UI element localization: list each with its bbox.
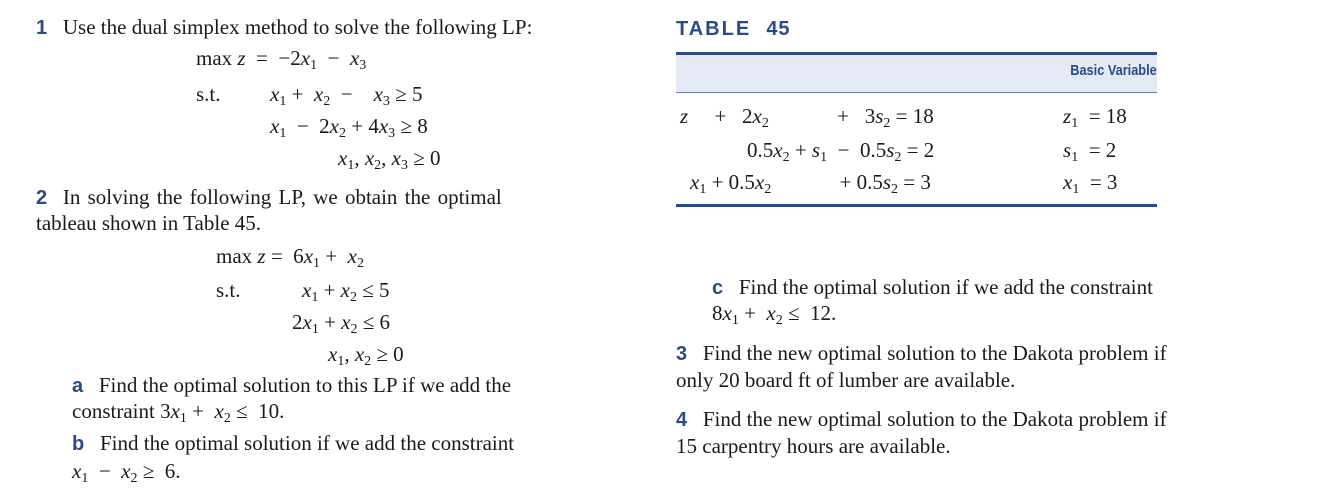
table-bottom-rule bbox=[676, 204, 1157, 207]
table-45-title bbox=[676, 18, 791, 41]
basic-variable-header: Basic Variable bbox=[1070, 62, 1157, 79]
problem-2-statement-line2: tableau shown in Table 45. bbox=[36, 211, 262, 235]
part-a-line1 bbox=[72, 372, 511, 399]
problem-1-objective: $\max z = -2x_1 - x_3$ bbox=[196, 46, 367, 73]
problem-2-number: 2 bbox=[36, 187, 48, 209]
problem-4-line1 bbox=[676, 406, 1167, 433]
part-b-text: Find the optimal solution if we add the constraint bbox=[99, 431, 515, 455]
problem-1-statement bbox=[36, 14, 532, 41]
part-a-line2: constraint $3x_1 + x_2 \le 10$. bbox=[72, 399, 285, 426]
problem-2-constraint-2: $2x_1 + x_2 \le 6$ bbox=[292, 310, 391, 337]
problem-1-st-label: s.t. bbox=[196, 82, 221, 106]
table-row-3-bv-value: 3 bbox=[1106, 170, 1118, 194]
problem-2-nonnegativity: $x_1$, $x_2 \ge 0$ bbox=[328, 342, 404, 369]
table-row-2-rhs: 2 bbox=[923, 138, 935, 162]
problem-3-number: 3 bbox=[676, 343, 688, 365]
table-row-3-basic-variable: $x_1 = 3$ bbox=[1063, 170, 1118, 197]
problem-2-objective: $\max z = 6x_1 + x_2$ bbox=[216, 244, 364, 271]
part-b-line2: $x_1 - x_2 \ge 6$. bbox=[72, 459, 181, 486]
part-a-letter: a bbox=[72, 375, 84, 397]
problem-2-text-line1: In solving the following LP, we obtain the optimal bbox=[62, 185, 502, 209]
problem-4-line2: 15 carpentry hours are available. bbox=[676, 434, 951, 458]
table-row-3-equation: $x_1 + 0.5x_2$ + $0.5s_2 = 3$ bbox=[690, 170, 931, 197]
part-b-line1 bbox=[72, 430, 514, 457]
part-a-line2-prefix: constraint bbox=[72, 399, 155, 423]
part-c-letter: c bbox=[712, 277, 724, 299]
problem-2-st-label: s.t. bbox=[216, 278, 241, 302]
problem-2-statement-line1 bbox=[36, 184, 502, 211]
table-row-1-equation: z + $2x_2$ + $3s_2 = 18$ bbox=[680, 104, 934, 131]
part-c-line2: $8x_1 + x_2 \le 12$. bbox=[712, 301, 837, 328]
table-row-2-equation: $0.5x_2 + s_1 - 0.5s_2 = 2$ bbox=[747, 138, 935, 165]
problem-3-line2: only 20 board ft of lumber are available. bbox=[676, 368, 1016, 392]
part-c-line1 bbox=[712, 274, 1153, 301]
table-header-rule bbox=[676, 92, 1157, 93]
part-b-letter: b bbox=[72, 433, 85, 455]
problem-1-nonnegativity: $x_1$, $x_2$, $x_3 \ge 0$ bbox=[338, 146, 441, 173]
table-row-1-rhs: 18 bbox=[912, 104, 934, 128]
part-a-text: Find the optimal solution to this LP if we add the bbox=[98, 373, 512, 397]
problem-1-text: Use the dual simplex method to solve the following LP: bbox=[62, 15, 533, 39]
part-c-text: Find the optimal solution if we add the constraint bbox=[738, 275, 1153, 299]
problem-3-text-line1: Find the new optimal solution to the Dakota problem if bbox=[702, 341, 1167, 365]
problem-3-line1 bbox=[676, 340, 1167, 367]
table-row-2-basic-variable: $s_1 = 2$ bbox=[1063, 138, 1117, 165]
table-45-label: TABLE bbox=[676, 18, 752, 40]
problem-1-constraint-1: $x_1 + x_2$ − $x_3 \ge 5$ bbox=[270, 82, 423, 109]
problem-2-constraint-1: $x_1 + x_2 \le 5$ bbox=[302, 278, 390, 305]
table-row-1-bv-value: 18 bbox=[1105, 104, 1127, 128]
table-row-3-rhs: 3 bbox=[920, 170, 931, 194]
problem-4-text-line1: Find the new optimal solution to the Dakota problem if bbox=[702, 407, 1167, 431]
table-row-2-bv-value: 2 bbox=[1105, 138, 1117, 162]
problem-1-number: 1 bbox=[36, 17, 48, 39]
problem-1-constraint-2: $x_1 - 2x_2 + 4x_3 \ge 8$ bbox=[270, 114, 428, 141]
table-row-1-basic-variable: $z_1 = 18$ bbox=[1063, 104, 1127, 131]
table-45-number: 45 bbox=[766, 18, 791, 40]
problem-4-number: 4 bbox=[676, 409, 688, 431]
